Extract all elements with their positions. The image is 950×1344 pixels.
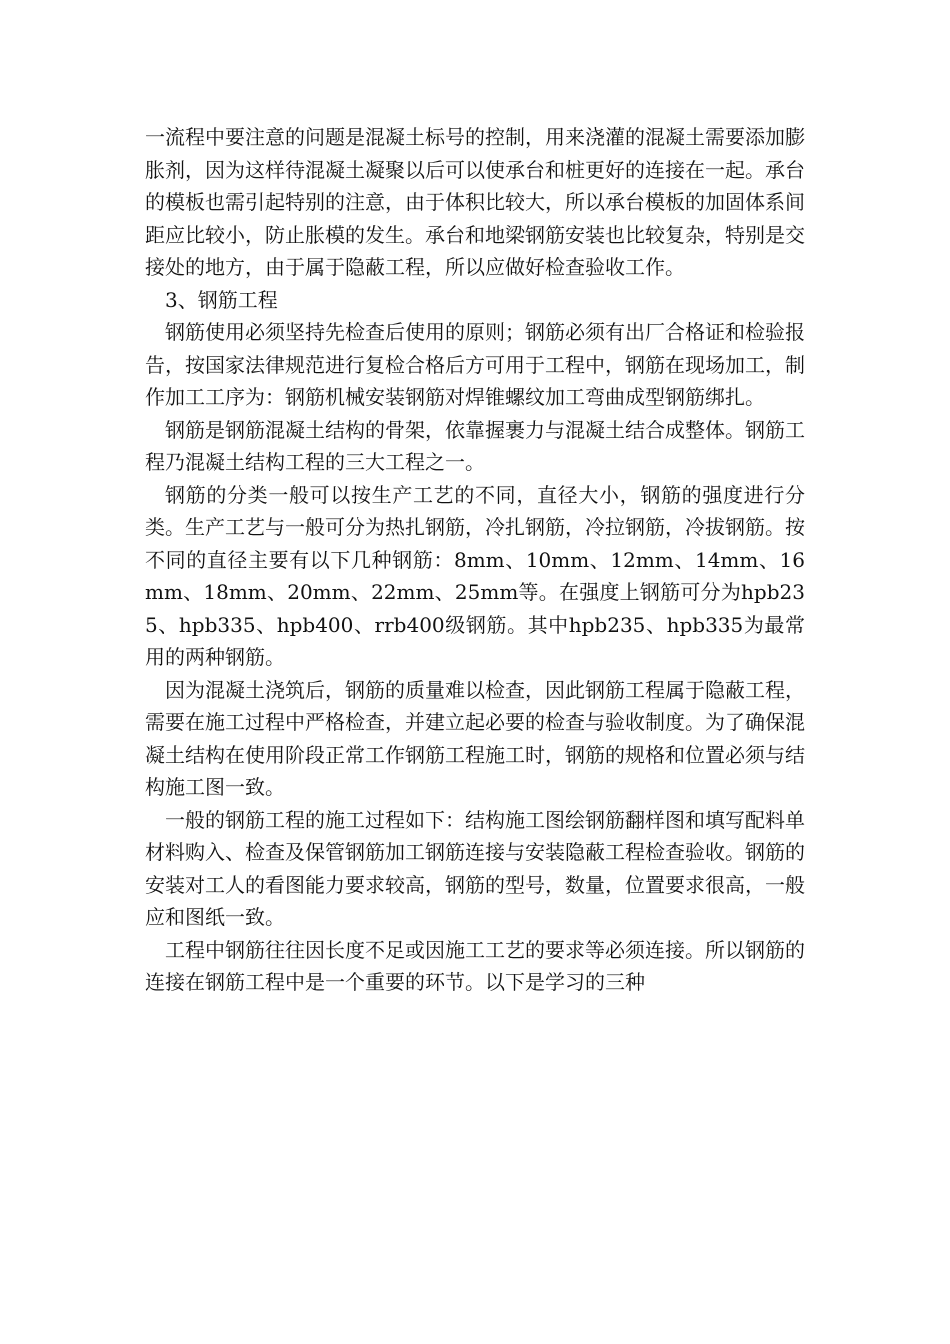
section-heading-rebar-engineering: 3、钢筋工程 [165,287,278,312]
paragraph-rebar-usage: 钢筋使用必须坚持先检查后使用的原则；钢筋必须有出厂合格证和检验报告，按国家法律规范进行复检合格后方可用于工程中，钢筋在现场加工，制作加工工序为：钢筋机械安装钢筋对焊锥螺纹加工弯曲成型钢筋绑扎。 [145,320,805,409]
paragraph-rebar-classification: 钢筋的分类一般可以按生产工艺的不同，直径大小，钢筋的强度进行分类。生产工艺与一般可分为热扎钢筋，冷扎钢筋，冷拉钢筋，冷拔钢筋。按不同的直径主要有以下几种钢筋：8mm、10mm、12mm、14mm、16mm、18mm、20mm、22mm、25mm等。在强度上钢筋可分为hpb235、hpb335、hpb400、rrb400级钢筋。其中hpb235、hpb335为最常用的两种钢筋。 [145,482,805,669]
paragraph-construction-process: 一般的钢筋工程的施工过程如下：结构施工图绘钢筋翻样图和填写配料单材料购入、检查及保管钢筋加工钢筋连接与安装隐蔽工程检查验收。钢筋的安装对工人的看图能力要求较高，钢筋的型号，数量，位置要求很高，一般应和图纸一致。 [145,807,805,929]
paragraph-rebar-connection: 工程中钢筋往往因长度不足或因施工工艺的要求等必须连接。所以钢筋的连接在钢筋工程中是一个重要的环节。以下是学习的三种 [145,937,805,994]
paragraph-rebar-skeleton: 钢筋是钢筋混凝土结构的骨架，依靠握裹力与混凝土结合成整体。钢筋工程乃混凝土结构工程的三大工程之一。 [145,417,805,474]
paragraph-hidden-works: 因为混凝土浇筑后，钢筋的质量难以检查，因此钢筋工程属于隐蔽工程，需要在施工过程中严格检查，并建立起必要的检查与验收制度。为了确保混凝土结构在使用阶段正常工作钢筋工程施工时，钢筋的规格和位置必须与结构施工图一致。 [145,677,805,799]
document-body [145,121,805,999]
paragraph-concrete-cap: 一流程中要注意的问题是混凝土标号的控制，用来浇灌的混凝土需要添加膨胀剂，因为这样待混凝土凝聚以后可以使承台和桩更好的连接在一起。承台的模板也需引起特别的注意，由于体积比较大，所以承台模板的加固体系间距应比较小，防止胀模的发生。承台和地梁钢筋安装也比较复杂，特别是交接处的地方，由于属于隐蔽工程，所以应做好检查验收工作。 [145,125,805,279]
